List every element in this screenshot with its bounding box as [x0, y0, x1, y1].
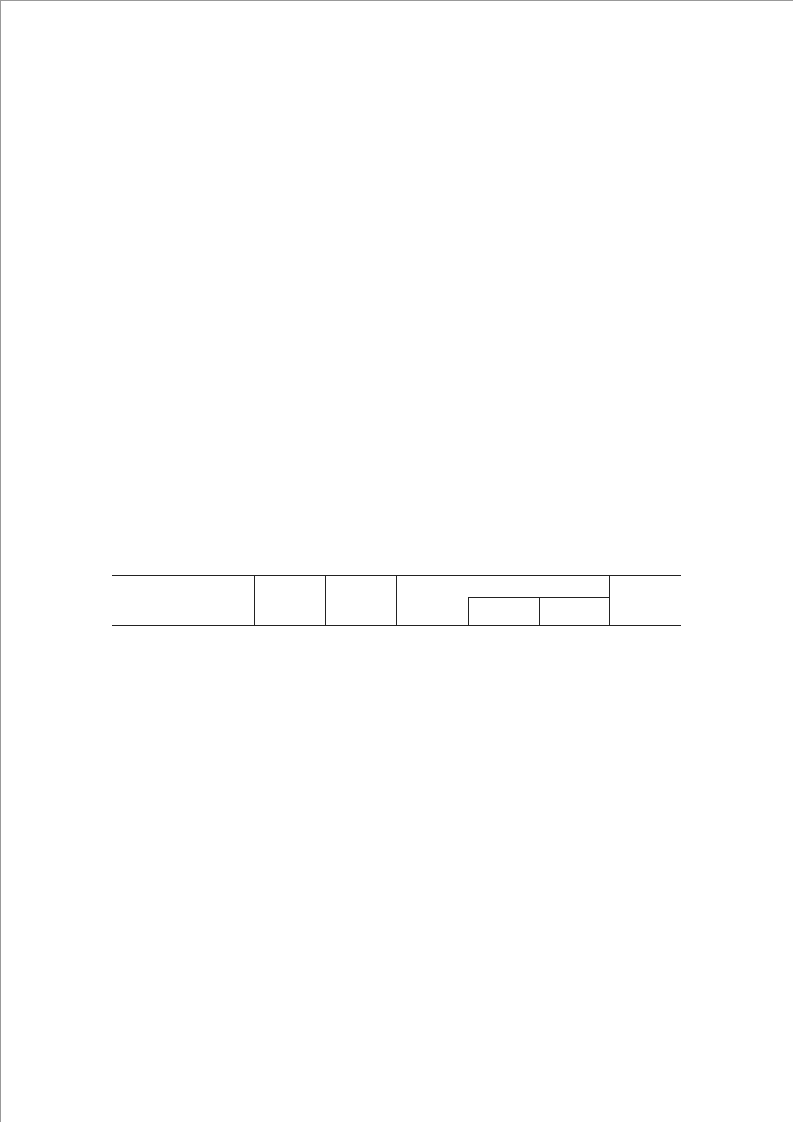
header-divider — [539, 597, 540, 625]
header-divider — [609, 575, 610, 625]
header-divider — [396, 575, 397, 625]
page-border-top — [0, 0, 793, 1]
header-divider — [468, 597, 469, 625]
header-divider — [325, 575, 326, 625]
header-divider — [254, 575, 255, 625]
page-border-left — [0, 0, 1, 1122]
header-bottom-rule — [112, 625, 681, 626]
